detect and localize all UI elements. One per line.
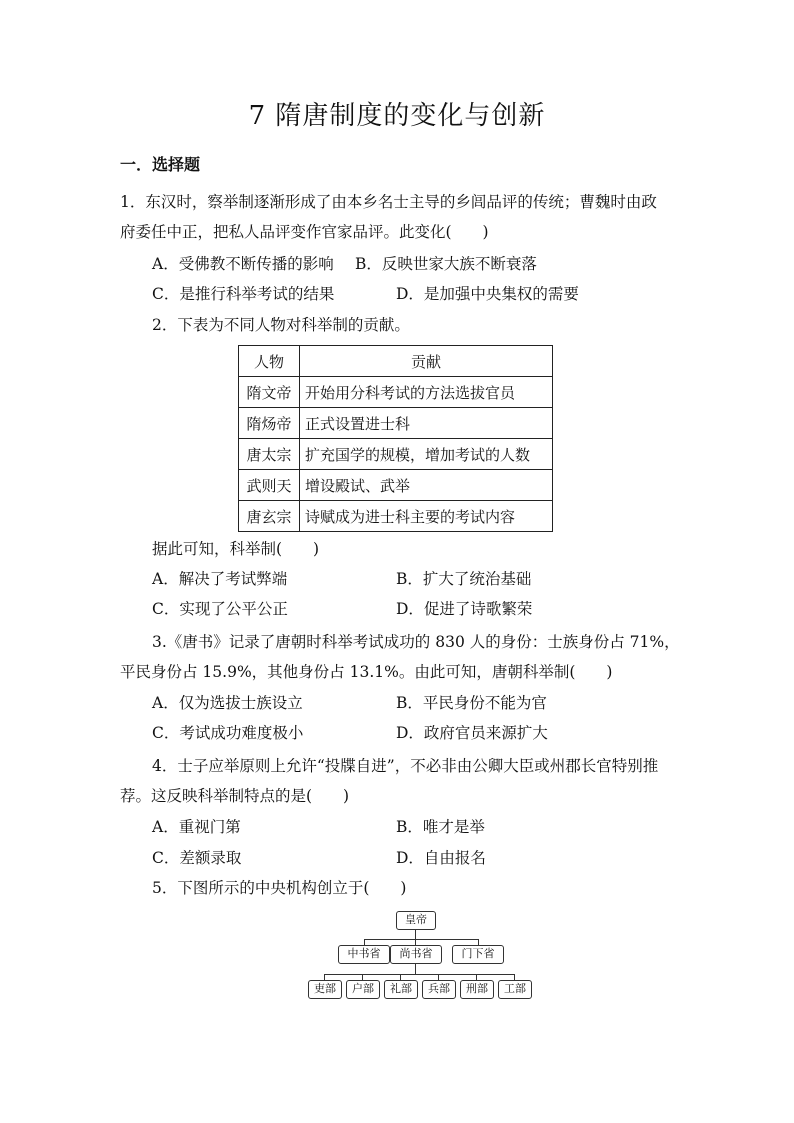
- shangshu-box: 尚书省: [390, 945, 442, 964]
- connector-line: [415, 929, 416, 939]
- q4-option-c: C．差额录取: [152, 849, 242, 867]
- ministry-box-xing: 刑部: [460, 980, 494, 999]
- emperor-box: 皇帝: [396, 911, 436, 930]
- connector-line: [324, 974, 514, 975]
- central-institutions-diagram: [300, 905, 530, 1001]
- table-header-contribution: 贡献: [300, 346, 553, 377]
- ministry-box-li-rites: 礼部: [384, 980, 418, 999]
- zhongshu-box: 中书省: [338, 945, 390, 964]
- q2-stem-conclusion: 据此可知，科举制( ): [152, 540, 320, 558]
- q2-option-c: C．实现了公平公正: [152, 600, 288, 618]
- table-cell-person: 隋炀帝: [239, 408, 300, 439]
- table-header-person: 人物: [239, 346, 300, 377]
- q1-option-d: D．是加强中央集权的需要: [396, 285, 579, 303]
- q3-stem-line1: 3.《唐书》记录了唐朝时科举考试成功的 830 人的身份：士族身份占 71%，: [152, 633, 680, 651]
- q3-stem-line2: 平民身份占 15.9%，其他身份占 13.1%。由此可知，唐朝科举制( ): [120, 663, 613, 681]
- menxia-box: 门下省: [452, 945, 504, 964]
- table-cell-person: 武则天: [239, 470, 300, 501]
- q4-option-d: D．自由报名: [396, 849, 486, 867]
- q3-option-a: A．仅为选拔士族设立: [152, 694, 303, 712]
- q3-option-b: B．平民身份不能为官: [396, 694, 547, 712]
- table-cell-person: 隋文帝: [239, 377, 300, 408]
- q2-option-d: D．促进了诗歌繁荣: [396, 600, 533, 618]
- q4-option-b: B．唯才是举: [396, 818, 485, 836]
- connector-line: [364, 939, 478, 940]
- q2-stem: 2．下表为不同人物对科举制的贡献。: [152, 316, 410, 334]
- q3-option-d: D．政府官员来源扩大: [396, 724, 548, 742]
- table-cell-person: 唐玄宗: [239, 501, 300, 532]
- q1-option-b: B．反映世家大族不断衰落: [355, 255, 537, 273]
- table-cell-person: 唐太宗: [239, 439, 300, 470]
- table-row: [239, 470, 553, 501]
- page-title: 7 隋唐制度的变化与创新: [248, 101, 546, 131]
- table-cell-contribution: 正式设置进士科: [300, 408, 553, 439]
- q1-option-c: C．是推行科举考试的结果: [152, 285, 335, 303]
- ministry-box-bing: 兵部: [422, 980, 456, 999]
- table-cell-contribution: 诗赋成为进士科主要的考试内容: [300, 501, 553, 532]
- q4-stem-line2: 荐。这反映科举制特点的是( ): [120, 787, 350, 805]
- connector-line: [415, 964, 416, 974]
- ministry-box-hu: 户部: [346, 980, 380, 999]
- table-cell-contribution: 扩充国学的规模，增加考试的人数: [300, 439, 553, 470]
- table-row: [239, 439, 553, 470]
- q4-stem-line1: 4．士子应举原则上允许“投牒自进”，不必非由公卿大臣或州郡长官特别推: [152, 757, 659, 775]
- q2-option-a: A．解决了考试弊端: [152, 570, 288, 588]
- ministry-box-li-personnel: 吏部: [308, 980, 342, 999]
- q1-option-a: A．受佛教不断传播的影响: [152, 255, 334, 273]
- table-row: [239, 408, 553, 439]
- ministry-box-gong: 工部: [498, 980, 532, 999]
- q5-stem: 5．下图所示的中央机构创立于( ): [152, 879, 407, 897]
- q3-option-c: C．考试成功难度极小: [152, 724, 304, 742]
- table-cell-contribution: 开始用分科考试的方法选拔官员: [300, 377, 553, 408]
- q2-option-b: B．扩大了统治基础: [396, 570, 532, 588]
- table-cell-contribution: 增设殿试、武举: [300, 470, 553, 501]
- table-header-row: [239, 346, 553, 377]
- contribution-table: [238, 345, 553, 532]
- table-row: [239, 501, 553, 532]
- q4-option-a: A．重视门第: [152, 818, 241, 836]
- q1-stem-line1: 1．东汉时，察举制逐渐形成了由本乡名士主导的乡闾品评的传统；曹魏时由政: [120, 193, 657, 211]
- q1-stem-line2: 府委任中正，把私人品评变作官家品评。此变化( ): [120, 223, 489, 241]
- section-heading: 一．选择题: [120, 155, 201, 174]
- table-row: [239, 377, 553, 408]
